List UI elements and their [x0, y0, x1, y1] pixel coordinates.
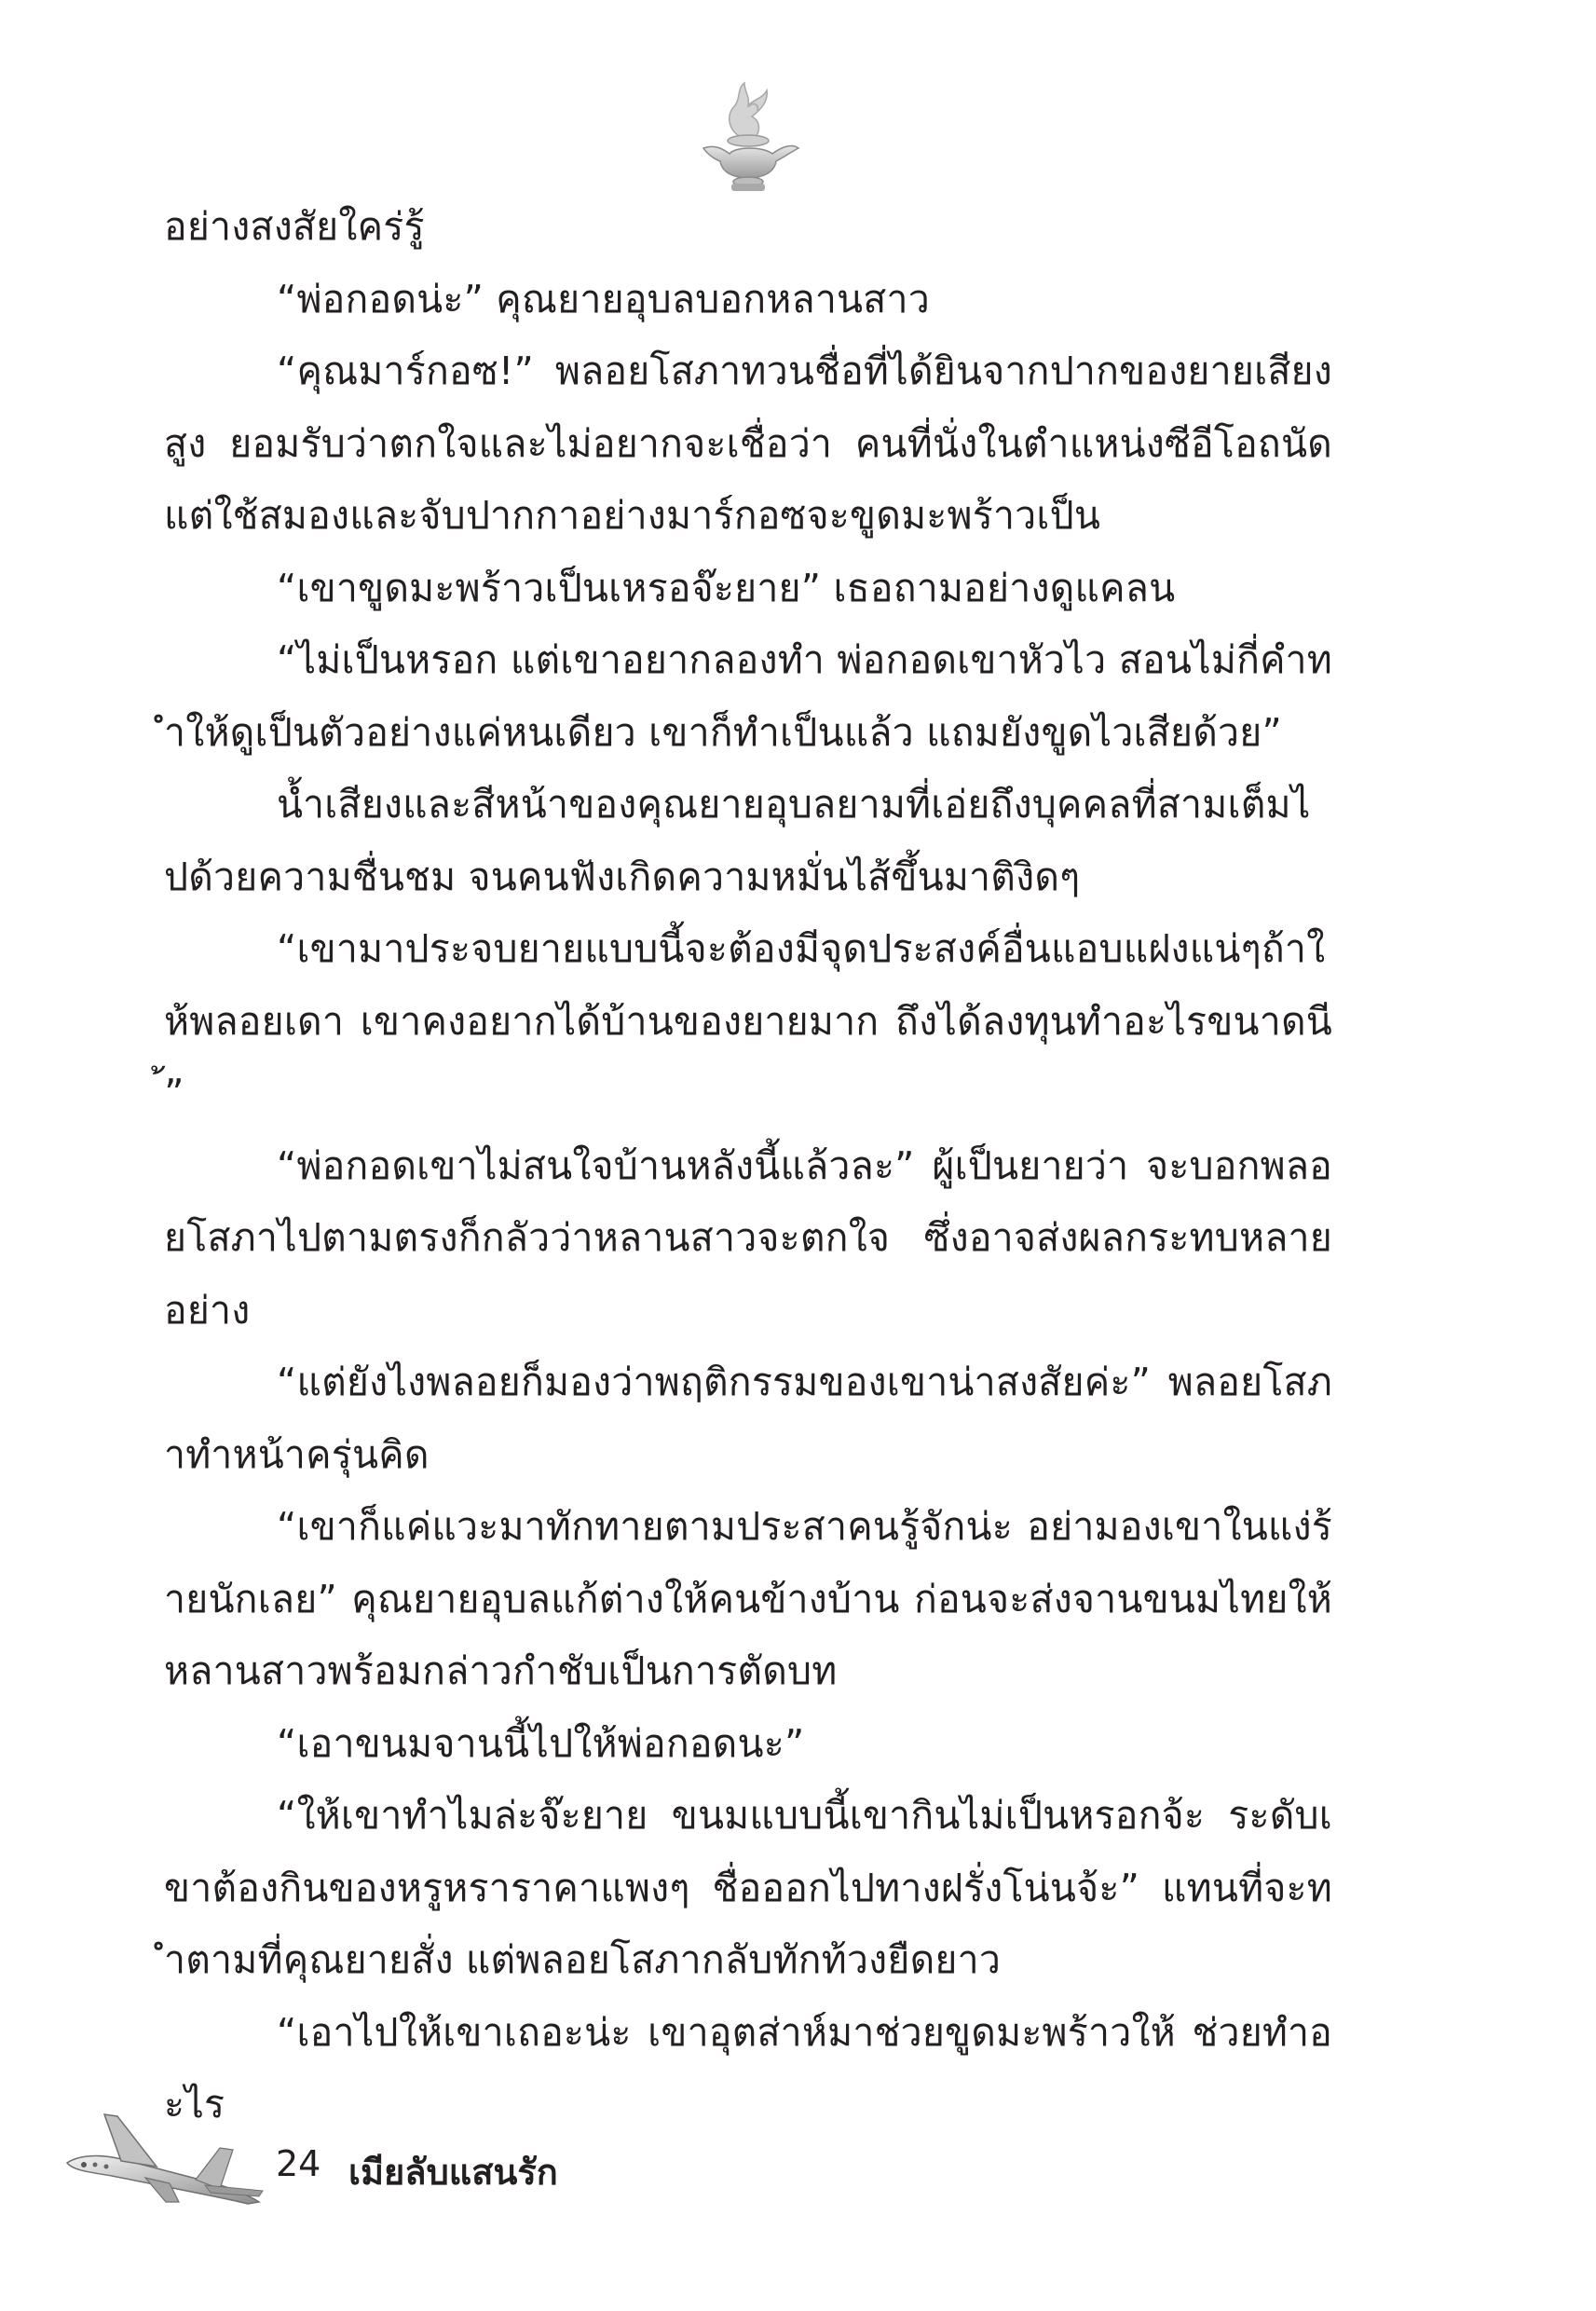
paragraph: อย่างสงสัยใคร่รู้	[164, 204, 425, 249]
paragraph: “ให้เขาทำไมล่ะจ๊ะยาย ขนมแบบนี้เขากินไม่เป็นหรอกจ้ะ ระดับเขาต้องกินของหรูหราราคาแพงๆ ชื่อออกไปทางฝรั่งโน่นจ้ะ” แทนที่จะทำตามที่คุณยายสั่ง แต่พลอยโสภากลับทักท้วงยืดยาว	[164, 1793, 1332, 1982]
genie-lamp-icon	[694, 79, 806, 196]
paragraph: “พ่อกอดน่ะ” คุณยายอุบลบอกหลานสาว	[277, 276, 930, 321]
paragraph: “เอาขนมจานนี้ไปให้พ่อกอดนะ”	[277, 1720, 805, 1766]
paragraph: “พ่อกอดเขาไม่สนใจบ้านหลังนี้แล้วละ” ผู้เป็นยายว่า จะบอกพลอยโสภาไปตามตรงก็กลัวว่าหลานสาวจะตกใจ ซึ่งอาจส่งผลกระทบหลายอย่าง	[164, 1142, 1332, 1333]
page-footer	[56, 2111, 708, 2213]
book-title: เมียลับแสนรัก	[348, 2152, 558, 2193]
paragraph: “ไม่เป็นหรอก แต่เขาอยากลองทำ พ่อกอดเขาหัวไว สอนไม่กี่คำทำให้ดูเป็นตัวอย่างแค่หนเดียว เขาก็ทำเป็นแล้ว แถมยังขูดไวเสียด้วย”	[164, 637, 1332, 755]
page-number: 24	[276, 2143, 321, 2184]
paragraph: “เขาก็แค่แวะมาทักทายตามประสาคนรู้จักน่ะ อย่ามองเขาในแง่ร้ายนักเลย” คุณยายอุบลแก้ต่างให้คนข้างบ้าน ก่อนจะส่งจานขนมไทยให้หลานสาวพร้อมกล่าวกำชับเป็นการตัดบท	[164, 1504, 1332, 1693]
paragraph: “แต่ยังไงพลอยก็มองว่าพฤติกรรมของเขาน่าสงสัยค่ะ” พลอยโสภาทำหน้าครุ่นคิด	[164, 1360, 1332, 1477]
paragraph: “เขาขูดมะพร้าวเป็นเหรอจ๊ะยาย” เธอถามอย่างดูแคลน	[277, 565, 1176, 610]
paragraph: น้ำเสียงและสีหน้าของคุณยายอุบลยามที่เอ่ยถึงบุคคลที่สามเต็มไปด้วยความชื่นชม จนคนฟังเกิดความหมั่นไส้ขึ้นมาติงิดๆ	[164, 782, 1311, 899]
paragraph: “คุณมาร์กอซ!” พลอยโสภาทวนชื่อที่ได้ยินจากปากของยายเสียงสูง ยอมรับว่าตกใจและไม่อยากจะเชื่อว่า คนที่นั่งในตำแหน่งซีอีโอถนัดแต่ใช้สมองและจับปากกาอย่างมาร์กอซจะขูดมะพร้าวเป็น	[164, 349, 1332, 538]
airplane-icon	[56, 2111, 270, 2213]
paragraph: “เขามาประจบยายแบบนี้จะต้องมีจุดประสงค์อื่นแอบแฝงแน่ๆถ้าให้พลอยเดา เขาคงอยากได้บ้านของยายมาก ถึงได้ลงทุนทำอะไรขนาดนี้”	[164, 926, 1332, 1115]
body-text	[164, 191, 1332, 2141]
paragraph: “เอาไปให้เขาเถอะน่ะ เขาอุตส่าห์มาช่วยขูดมะพร้าวให้ ช่วยทำอะไร	[164, 2009, 1332, 2126]
